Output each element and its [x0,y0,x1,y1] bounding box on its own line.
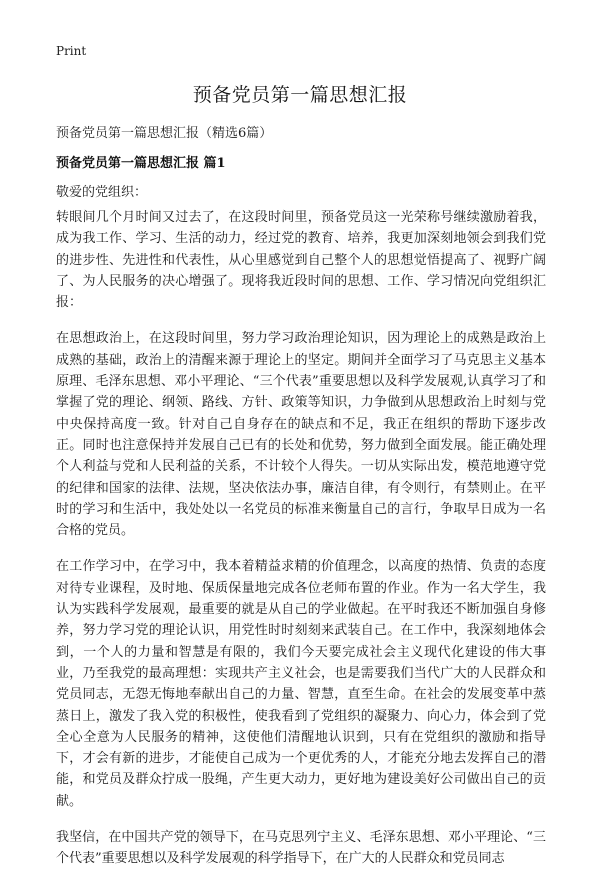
print-link[interactable]: Print [56,44,87,58]
body-text [56,207,546,885]
document-subtitle: 预备党员第一篇思想汇报（精选6篇） [56,126,273,141]
page-title: 预备党员第一篇思想汇报 [192,84,408,106]
paragraph: 转眼间几个月时间又过去了，在这段时间里，预备党员这一光荣称号继续激励着我，成为我工作、学习、生活的动力，经过党的教育、培养，我更加深刻地领会到我们党的进步性、先进性和代表性，从心里感觉到自己整个人的思想觉悟提高了、视野广阔了、为人民服务的决心增强了。现将我近段时间的思想、工作、学习情况向党组织汇报： [56,210,546,311]
paragraph: 我坚信，在中国共产党的领导下，在马克思列宁主义、毛泽东思想、邓小平理论、“三个代表”重要思想以及科学发展观的科学指导下，在广大的人民群众和党员同志 [56,830,546,867]
salutation: 敬爱的党组织： [56,185,148,200]
paragraph: 在工作学习中，在学习中，我本着精益求精的价值理念，以高度的热情、负责的态度对待专业课程，及时地、保质保量地完成各位老师布置的作业。作为一名大学生，我认为实践科学发展观，最重要的就是从自己的学业做起。在平时我还不断加强自身修养，努力学习党的理论认识，用党性时时刻刻来武装自己。在工作中，我深刻地体会到，一个人的力量和智慧是有限的，我们今天要完成社会主义现代化建设的伟大事业，乃至我党的最高理想：实现共产主义社会，也是需要我们当代广大的人民群众和党员同志，无怨无悔地奉献出自己的力量、智慧，直至生命。在社会的发展变革中蒸蒸日上，激发了我入党的积极性，使我看到了党组织的凝聚力、向心力，体会到了党全心全意为人民服务的精神，这使他们清醒地认识到，只有在党组织的激励和指导下，才会有新的进步，才能使自己成为一个更优秀的人，才能充分地去发挥自己的潜能，和党员及群众拧成一股绳，产生更大动力，更好地为建设美好公司做出自己的贡献。 [56,559,546,809]
section-heading: 预备党员第一篇思想汇报 篇1 [56,156,226,171]
paragraph: 在思想政治上，在这段时间里，努力学习政治理论知识，因为理论上的成熟是政治上成熟的基础，政治上的清醒来源于理论上的坚定。期间并全面学习了马克思主义基本原理、毛泽东思想、邓小平理论、“三个代表”重要思想以及科学发展观,认真学习了和掌握了党的理论、纲领、路线、方针、政策等知识，力争做到从思想政治上时刻与党中央保持高度一致。针对自己自身存在的缺点和不足，我正在组织的帮助下逐步改正。同时也注意保持并发展自己已有的长处和优势，努力做到全面发展。能正确处理个人利益与党和人民利益的关系，不计较个人得失。一切从实际出发，模范地遵守党的纪律和国家的法律、法规，坚决依法办事，廉洁自律，有令则行，有禁则止。在平时的学习和生活中，我处处以一名党员的标准来衡量自己的言行，争取早日成为一名合格的党员。 [56,331,546,539]
